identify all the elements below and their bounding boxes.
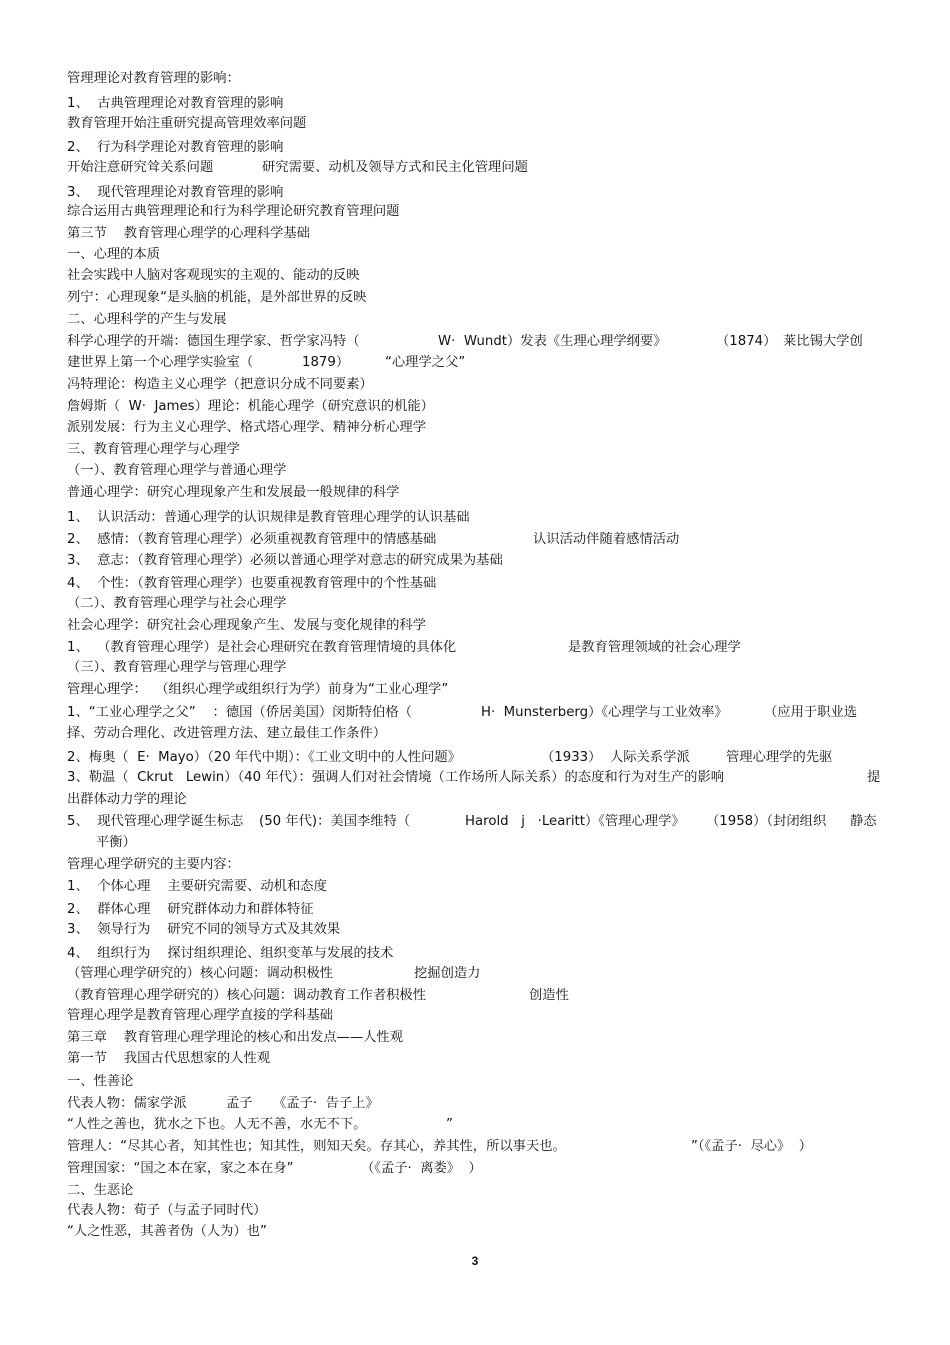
text-segment: 综合运用古典管理理论和行为科学理论研究教育管理问题 <box>67 204 400 219</box>
text-segment: 一、心理的本质 <box>67 247 161 262</box>
text-segment: （一）、教育管理心理学与普通心理学 <box>67 463 287 478</box>
text-line <box>0 226 950 241</box>
text-line <box>0 1139 950 1154</box>
text-segment: 管理心理学的先驱 <box>726 750 833 765</box>
text-line <box>0 1008 950 1023</box>
text-line <box>0 857 950 872</box>
text-line <box>0 770 950 785</box>
text-line <box>0 750 950 765</box>
text-line <box>0 1224 950 1239</box>
text-segment: 出群体动力学的理论 <box>67 792 187 807</box>
text-segment: “心理学之父” <box>385 355 466 370</box>
text-segment: 2、 群体心理 研究群体动力和群体特征 <box>67 902 314 917</box>
text-segment: 管理理论对教育管理的影响： <box>67 71 240 86</box>
text-segment: （1933） <box>541 750 602 765</box>
text-line <box>0 596 950 611</box>
text-segment: 詹姆斯（ W· James）理论：机能心理学（研究意识的机能） <box>67 399 434 414</box>
text-line <box>0 71 950 86</box>
text-segment: 1、“工业心理学之父” ：德国（侨居美国）闵斯特伯格（ <box>67 705 412 720</box>
text-segment: 第三章 教育管理心理学理论的核心和出发点——人性观 <box>67 1030 404 1045</box>
text-line <box>0 553 950 568</box>
text-line <box>0 334 950 349</box>
text-segment: 1879） <box>302 355 350 370</box>
text-line <box>0 988 950 1003</box>
text-segment: 1、 认识活动：普通心理学的认识规律是教育管理心理学的认识基础 <box>67 510 470 525</box>
text-line <box>0 682 950 697</box>
text-segment: 管理心理学是教育管理心理学直接的学科基础 <box>67 1008 333 1023</box>
text-line <box>0 879 950 894</box>
text-line <box>0 705 950 720</box>
text-line <box>0 1051 950 1066</box>
text-line <box>0 510 950 525</box>
text-segment: 5、 现代管理心理学诞生标志 <box>67 814 244 829</box>
text-line <box>0 618 950 633</box>
text-segment: 是教育管理领域的社会心理学 <box>568 640 741 655</box>
text-line <box>0 1096 950 1111</box>
text-line <box>0 835 950 850</box>
text-segment: ”（《孟子· 尽心》 ） <box>691 1139 813 1154</box>
text-segment: 第一节 我国古代思想家的人性观 <box>67 1051 271 1066</box>
text-segment: 代表人物：儒家学派 <box>67 1096 187 1111</box>
text-segment: “人之性恶，其善者伪（人为）也” <box>67 1224 267 1239</box>
text-segment: 平衡） <box>96 835 136 850</box>
text-segment: 建世界上第一个心理学实验室（ <box>67 355 254 370</box>
text-segment: 2、 行为科学理论对教育管理的影响 <box>67 140 284 155</box>
text-segment: （《孟子· 离娄》 ） <box>361 1161 482 1176</box>
text-segment: （管理心理学研究的）核心问题：调动积极性 <box>67 966 333 981</box>
text-line <box>0 204 950 219</box>
text-segment: 教育管理开始注重研究提高管理效率问题 <box>67 116 307 131</box>
text-segment: 二、心理科学的产生与发展 <box>67 312 227 327</box>
text-segment: 1、 （教育管理心理学）是社会心理研究在教育管理情境的具体化 <box>67 640 457 655</box>
text-segment: 二、生恶论 <box>67 1183 134 1198</box>
text-line <box>0 966 950 981</box>
text-line <box>0 660 950 675</box>
text-segment: 管理心理学： （组织心理学或组织行为学）前身为“工业心理学” <box>67 682 449 697</box>
text-line <box>0 902 950 917</box>
text-segment: 挖掘创造力 <box>414 966 481 981</box>
text-segment: 2、 感情：（教育管理心理学）必须重视教育管理中的情感基础 <box>67 532 437 547</box>
text-line <box>0 420 950 435</box>
text-line <box>0 485 950 500</box>
text-segment: 第三节 教育管理心理学的心理科学基础 <box>67 226 310 241</box>
text-line <box>0 355 950 370</box>
text-line <box>0 1074 950 1089</box>
text-segment: ” <box>446 1117 453 1132</box>
text-line <box>0 247 950 262</box>
text-line <box>0 726 950 741</box>
text-segment: 社会心理学：研究社会心理现象产生、发展与变化规律的科学 <box>67 618 427 633</box>
text-line <box>0 1161 950 1176</box>
text-line <box>0 792 950 807</box>
text-line <box>0 1183 950 1198</box>
text-segment: H· Munsterberg）《心理学与工业效率》 <box>481 705 728 720</box>
text-segment: 3、勒温（ Ckrut Lewin）（40 年代）：强调人们对社会情境（工作场所人际关系）的态度和行为对生产的影响 <box>67 770 725 785</box>
text-line <box>0 185 950 200</box>
text-segment: 人际关系学派 <box>610 750 690 765</box>
text-segment: （教育管理心理学研究的）核心问题：调动教育工作者积极性 <box>67 988 427 1003</box>
text-segment: 认识活动伴随着感情活动 <box>533 532 680 547</box>
text-segment: 1、 个体心理 主要研究需要、动机和态度 <box>67 879 327 894</box>
text-segment: “人性之善也，犹水之下也。人无不善，水无不下。 <box>67 1117 367 1132</box>
text-segment: 科学心理学的开端：德国生理学家、哲学家冯特（ <box>67 334 360 349</box>
text-segment: 1、 古典管理理论对教育管理的影响 <box>67 96 284 111</box>
text-segment: 管理国家：“国之本在家，家之本在身” <box>67 1161 294 1176</box>
text-segment: Harold j ·Learitt）《管理心理学》 <box>465 814 685 829</box>
text-line <box>0 922 950 937</box>
text-segment: 开始注意研究耸关系问题 <box>67 160 214 175</box>
text-segment: 管理心理学研究的主要内容： <box>67 857 240 872</box>
text-line <box>0 160 950 175</box>
text-segment: 创造性 <box>529 988 569 1003</box>
text-segment: 择、劳动合理化、改进管理方法、建立最佳工作条件） <box>67 726 387 741</box>
text-line <box>0 946 950 961</box>
text-segment: 列宁：心理现象“是头脑的机能，是外部世界的反映 <box>67 290 367 305</box>
text-line <box>0 290 950 305</box>
text-line <box>0 463 950 478</box>
text-line <box>0 140 950 155</box>
page-number: 3 <box>471 1254 479 1268</box>
text-segment: 3、 领导行为 研究不同的领导方式及其效果 <box>67 922 341 937</box>
text-segment: 静态 <box>850 814 877 829</box>
text-segment: 一、性善论 <box>67 1074 134 1089</box>
text-line <box>0 1203 950 1218</box>
text-line <box>0 312 950 327</box>
text-segment: 3、 现代管理理论对教育管理的影响 <box>67 185 284 200</box>
text-segment: 提 <box>867 770 881 785</box>
text-segment: 冯特理论：构造主义心理学（把意识分成不同要素） <box>67 377 373 392</box>
text-line <box>0 814 950 829</box>
text-segment: 社会实践中人脑对客观现实的主观的、能动的反映 <box>67 268 360 283</box>
text-segment: 3、 意志：（教育管理心理学）必须以普通心理学对意志的研究成果为基础 <box>67 553 503 568</box>
text-segment: 4、 组织行为 探讨组织理论、组织变革与发展的技术 <box>67 946 394 961</box>
text-segment: 莱比锡大学创 <box>783 334 863 349</box>
text-line <box>0 576 950 591</box>
text-segment: 三、教育管理心理学与心理学 <box>67 442 240 457</box>
text-segment: 管理人：“尽其心者，知其性也；知其性，则知天矣。存其心，养其性，所以事天也。 <box>67 1139 566 1154</box>
text-line <box>0 1117 950 1132</box>
text-segment: （三）、教育管理心理学与管理心理学 <box>67 660 287 675</box>
text-line <box>0 96 950 111</box>
text-segment: (50 年代)：美国李维特（ <box>259 814 411 829</box>
text-line <box>0 640 950 655</box>
text-segment: 《孟子· 告子上》 <box>273 1096 379 1111</box>
text-line <box>0 1030 950 1045</box>
text-segment: 普通心理学：研究心理现象产生和发展最一般规律的科学 <box>67 485 400 500</box>
text-line <box>0 442 950 457</box>
text-segment: W· Wundt）发表《生理心理学纲要》 <box>438 334 667 349</box>
text-segment: 研究需要、动机及领导方式和民主化管理问题 <box>262 160 528 175</box>
text-segment: （1874） <box>716 334 777 349</box>
text-line <box>0 116 950 131</box>
text-segment: 孟子 <box>226 1096 253 1111</box>
text-line <box>0 532 950 547</box>
text-segment: （二）、教育管理心理学与社会心理学 <box>67 596 287 611</box>
text-segment: 2、梅奥（ E· Mayo）（20 年代中期）：《工业文明中的人性问题》 <box>67 750 461 765</box>
text-line <box>0 399 950 414</box>
text-segment: （1958）（封闭组织 <box>706 814 827 829</box>
text-segment: 派别发展：行为主义心理学、格式塔心理学、精神分析心理学 <box>67 420 427 435</box>
text-segment: 4、 个性：（教育管理心理学）也要重视教育管理中的个性基础 <box>67 576 437 591</box>
text-segment: （应用于职业选 <box>764 705 858 720</box>
text-segment: 代表人物：荀子（与孟子同时代） <box>67 1203 267 1218</box>
text-line <box>0 377 950 392</box>
text-line <box>0 268 950 283</box>
